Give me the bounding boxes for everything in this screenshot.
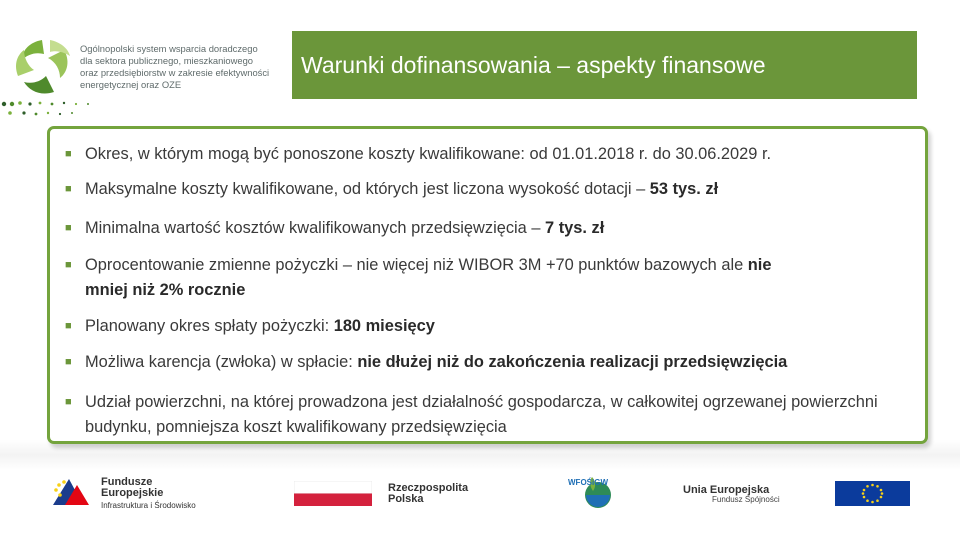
fe-subtitle: Infrastruktura i Środowisko [101, 501, 196, 510]
list-item-text: Oprocentowanie zmienne pożyczki – nie więcej niż WIBOR 3M +70 punktów bazowych ale nie mniej niż 2% rocznie [85, 256, 772, 299]
decorative-dots-icon [0, 98, 100, 120]
list-item-text: Maksymalne koszty kwalifikowane, od których jest liczona wysokość dotacji – 53 tys. zł [85, 180, 719, 198]
program-logo-icon [10, 36, 74, 98]
fundusze-europejskie-label [101, 477, 163, 499]
title-banner [292, 31, 917, 99]
logo-line: energetycznej oraz OZE [80, 79, 182, 90]
fundusze-europejskie-logo-icon [49, 475, 93, 509]
list-item-text: Minimalna wartość kosztów kwalifikowanych przedsięwzięcia – 7 tys. zł [85, 219, 605, 237]
bullet-square-icon: ■ [65, 183, 72, 195]
pl-line2: Polska [388, 493, 424, 505]
bullet-square-icon: ■ [65, 148, 72, 160]
list-item-text: Udział powierzchni, na której prowadzona jest działalność gospodarcza, w całkowitej ogrzewanej powierzchni budynku, pomniejsza koszt kwalifikowany przedsięwzięcia [85, 393, 878, 436]
logo-line: oraz przedsiębiorstw w zakresie efektywności [80, 67, 270, 78]
list-item-text: Możliwa karencja (zwłoka) w spłacie: nie dłużej niż do zakończenia realizacji przedsięwzięcia [85, 353, 788, 371]
pl-line1: Rzeczpospolita [388, 482, 469, 494]
list-item-text: Okres, w którym mogą być ponoszone koszty kwalifikowane: od 01.01.2018 r. do 30.06.2029 r. [85, 145, 772, 163]
poland-flag-icon [294, 481, 372, 506]
bullet-square-icon: ■ [65, 396, 72, 408]
eu-flag-icon [835, 481, 910, 506]
logo-line: dla sektora publicznego, mieszkaniowego [80, 55, 254, 66]
bullet-square-icon: ■ [65, 222, 72, 234]
svg-text:WFOŚiGW: WFOŚiGW [568, 478, 608, 487]
bullet-square-icon: ■ [65, 320, 72, 332]
list-item-text: Planowany okres spłaty pożyczki: 180 miesięcy [85, 317, 435, 335]
wfosigw-logo-icon [566, 471, 630, 517]
fundusz-spojnosci-label: Fundusz Spójności [712, 495, 780, 504]
fe-line1: Fundusze [101, 476, 153, 488]
program-logo-text [80, 43, 280, 91]
rzeczpospolita-label [388, 483, 468, 505]
conditions-box [47, 126, 928, 444]
bullet-square-icon: ■ [65, 259, 72, 271]
fe-line2: Europejskie [101, 487, 164, 499]
page-title: Warunki dofinansowania – aspekty finansowe [301, 51, 766, 78]
logo-line: Ogólnopolski system wsparcia doradczego [80, 43, 258, 54]
bullet-square-icon: ■ [65, 356, 72, 368]
unia-europejska-label: Unia Europejska [683, 484, 770, 496]
